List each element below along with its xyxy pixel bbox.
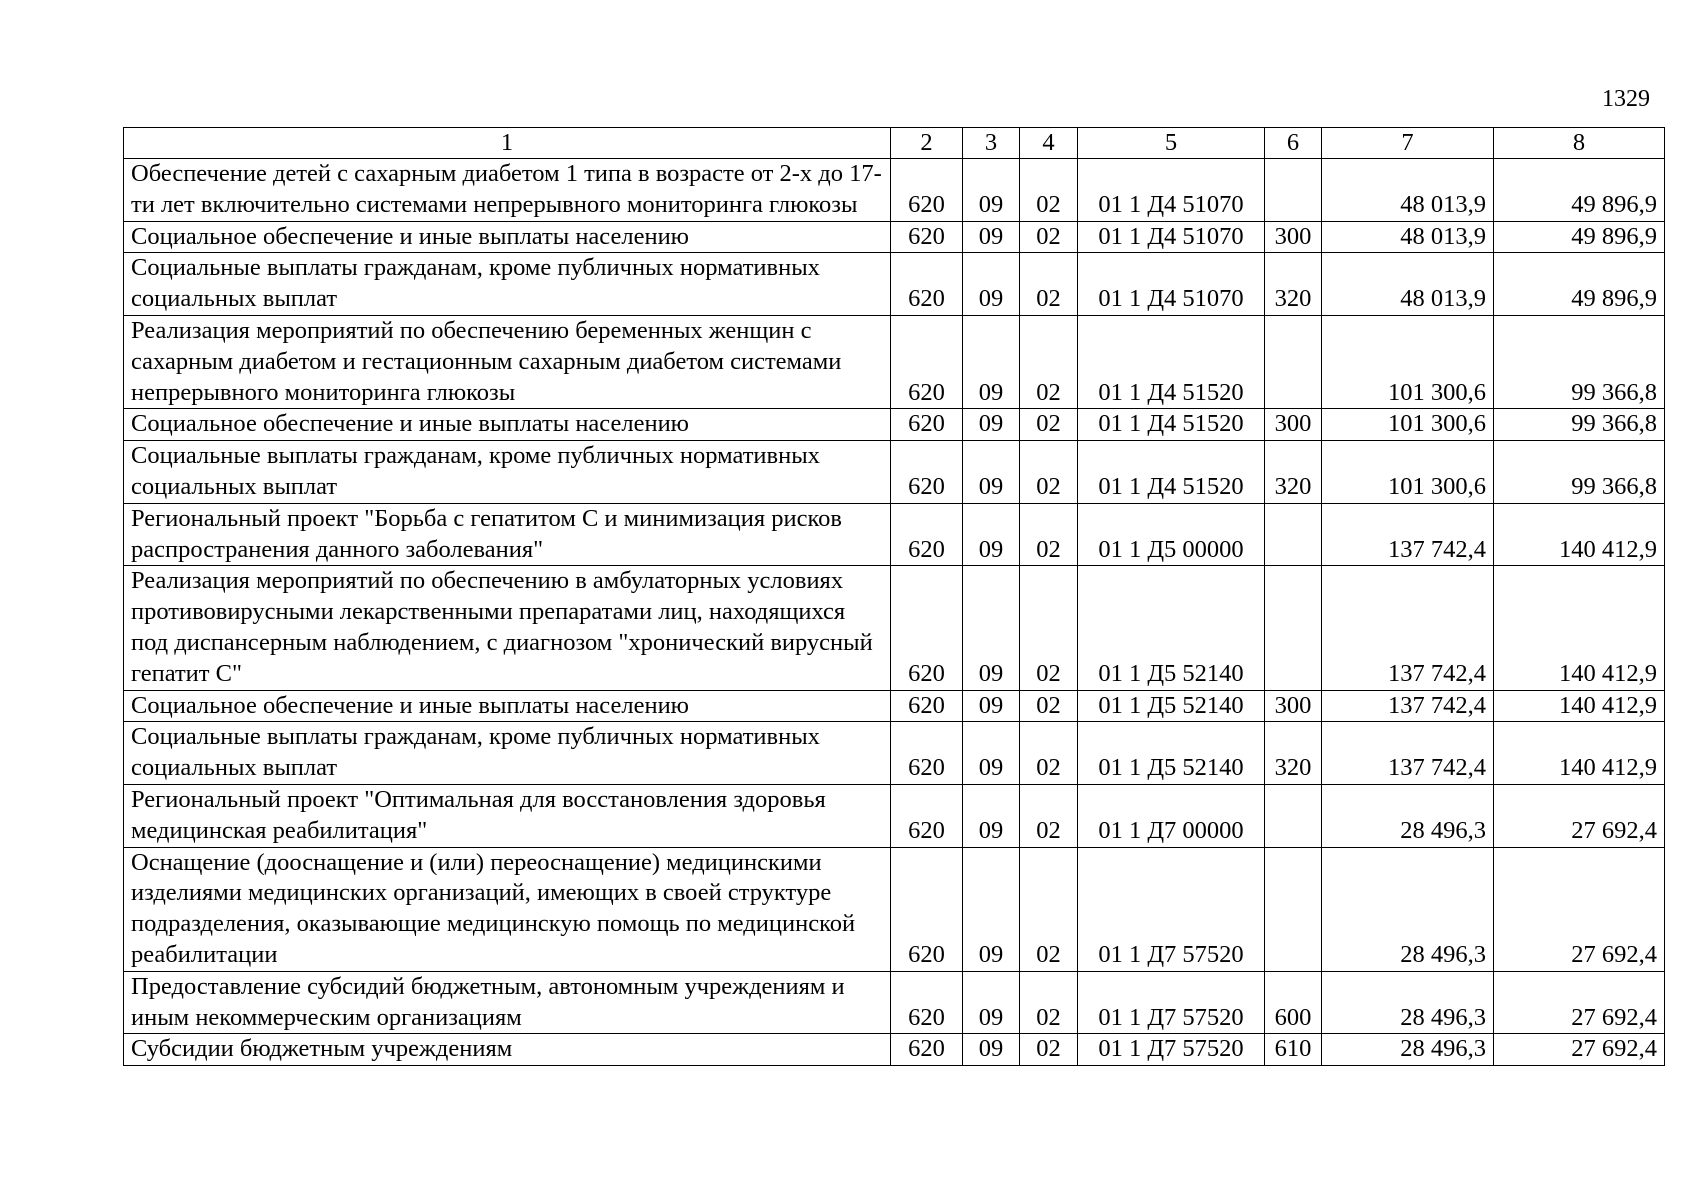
cell-col-7: 48 013,9: [1322, 253, 1494, 316]
cell-name: Региональный проект "Оптимальная для восстановления здоровья медицинская реабилитация": [124, 784, 891, 847]
cell-col-5: 01 1 Д4 51070: [1078, 221, 1265, 253]
column-header: 7: [1322, 128, 1494, 159]
cell-col-7: 137 742,4: [1322, 690, 1494, 722]
cell-col-4: 02: [1020, 971, 1078, 1034]
column-header: 3: [963, 128, 1020, 159]
cell-col-3: 09: [963, 253, 1020, 316]
cell-col-8: 99 366,8: [1494, 409, 1665, 441]
cell-col-4: 02: [1020, 159, 1078, 222]
column-header: 4: [1020, 128, 1078, 159]
cell-col-2: 620: [891, 253, 963, 316]
cell-col-7: 48 013,9: [1322, 221, 1494, 253]
cell-col-3: 09: [963, 503, 1020, 566]
cell-col-8: 140 412,9: [1494, 722, 1665, 785]
cell-col-3: 09: [963, 971, 1020, 1034]
cell-col-4: 02: [1020, 441, 1078, 504]
cell-col-7: 137 742,4: [1322, 503, 1494, 566]
cell-col-3: 09: [963, 690, 1020, 722]
cell-col-3: 09: [963, 315, 1020, 408]
cell-name: Реализация мероприятий по обеспечению беременных женщин с сахарным диабетом и гестационным сахарным диабетом системами непрерывного мониторинга глюкозы: [124, 315, 891, 408]
cell-col-5: 01 1 Д5 00000: [1078, 503, 1265, 566]
page-number: 1329: [1602, 86, 1650, 112]
cell-col-7: 101 300,6: [1322, 315, 1494, 408]
column-header: 2: [891, 128, 963, 159]
cell-col-6: [1265, 566, 1322, 690]
table-row: [124, 971, 1665, 1034]
table-row: [124, 159, 1665, 222]
cell-col-5: 01 1 Д7 57520: [1078, 1034, 1265, 1066]
cell-col-2: 620: [891, 315, 963, 408]
cell-col-6: [1265, 503, 1322, 566]
cell-col-4: 02: [1020, 315, 1078, 408]
cell-col-5: 01 1 Д4 51520: [1078, 441, 1265, 504]
cell-col-6: [1265, 784, 1322, 847]
cell-name: Социальные выплаты гражданам, кроме публичных нормативных социальных выплат: [124, 722, 891, 785]
cell-col-6: [1265, 315, 1322, 408]
cell-col-2: 620: [891, 690, 963, 722]
cell-name: Социальное обеспечение и иные выплаты населению: [124, 409, 891, 441]
cell-col-4: 02: [1020, 221, 1078, 253]
cell-name: Предоставление субсидий бюджетным, автономным учреждениям и иным некоммерческим организациям: [124, 971, 891, 1034]
table-row: [124, 503, 1665, 566]
table-row: [124, 253, 1665, 316]
cell-col-8: 49 896,9: [1494, 253, 1665, 316]
cell-col-4: 02: [1020, 253, 1078, 316]
cell-col-4: 02: [1020, 722, 1078, 785]
table-row: [124, 566, 1665, 690]
cell-col-7: 101 300,6: [1322, 409, 1494, 441]
cell-col-2: 620: [891, 566, 963, 690]
cell-col-7: 48 013,9: [1322, 159, 1494, 222]
cell-col-6: [1265, 159, 1322, 222]
cell-col-8: 27 692,4: [1494, 1034, 1665, 1066]
header-row: [124, 128, 1665, 159]
cell-col-8: 27 692,4: [1494, 971, 1665, 1034]
column-header: 8: [1494, 128, 1665, 159]
cell-col-5: 01 1 Д4 51520: [1078, 409, 1265, 441]
cell-col-2: 620: [891, 159, 963, 222]
cell-col-8: 99 366,8: [1494, 315, 1665, 408]
cell-col-4: 02: [1020, 784, 1078, 847]
cell-name: Субсидии бюджетным учреждениям: [124, 1034, 891, 1066]
table-row: [124, 221, 1665, 253]
cell-col-2: 620: [891, 722, 963, 785]
cell-col-6: 320: [1265, 253, 1322, 316]
cell-col-4: 02: [1020, 503, 1078, 566]
cell-col-5: 01 1 Д4 51520: [1078, 315, 1265, 408]
column-header: 5: [1078, 128, 1265, 159]
cell-col-3: 09: [963, 409, 1020, 441]
cell-col-5: 01 1 Д7 00000: [1078, 784, 1265, 847]
cell-col-7: 28 496,3: [1322, 1034, 1494, 1066]
cell-col-5: 01 1 Д5 52140: [1078, 722, 1265, 785]
cell-col-7: 137 742,4: [1322, 722, 1494, 785]
cell-col-2: 620: [891, 784, 963, 847]
cell-name: Социальное обеспечение и иные выплаты населению: [124, 221, 891, 253]
cell-col-7: 28 496,3: [1322, 847, 1494, 971]
cell-col-6: 300: [1265, 409, 1322, 441]
cell-col-7: 28 496,3: [1322, 784, 1494, 847]
cell-name: Реализация мероприятий по обеспечению в амбулаторных условиях противовирусными лекарственными препаратами лиц, находящихся под диспансерным наблюдением, с диагнозом "хронический вирусный гепатит С": [124, 566, 891, 690]
table-row: [124, 847, 1665, 971]
cell-col-3: 09: [963, 1034, 1020, 1066]
cell-col-6: 610: [1265, 1034, 1322, 1066]
cell-name: Региональный проект "Борьба с гепатитом С и минимизация рисков распространения данного заболевания": [124, 503, 891, 566]
cell-col-6: 320: [1265, 722, 1322, 785]
cell-col-3: 09: [963, 159, 1020, 222]
cell-col-6: 300: [1265, 221, 1322, 253]
cell-col-8: 27 692,4: [1494, 784, 1665, 847]
cell-col-3: 09: [963, 566, 1020, 690]
cell-col-7: 28 496,3: [1322, 971, 1494, 1034]
cell-col-5: 01 1 Д4 51070: [1078, 253, 1265, 316]
cell-col-8: 99 366,8: [1494, 441, 1665, 504]
cell-col-2: 620: [891, 1034, 963, 1066]
budget-table: [123, 127, 1665, 1066]
cell-col-3: 09: [963, 784, 1020, 847]
cell-col-4: 02: [1020, 847, 1078, 971]
cell-col-5: 01 1 Д5 52140: [1078, 690, 1265, 722]
cell-col-3: 09: [963, 221, 1020, 253]
table-row: [124, 722, 1665, 785]
cell-col-6: 320: [1265, 441, 1322, 504]
cell-col-7: 137 742,4: [1322, 566, 1494, 690]
cell-col-6: [1265, 847, 1322, 971]
table-row: [124, 441, 1665, 504]
cell-name: Обеспечение детей с сахарным диабетом 1 типа в возрасте от 2-х до 17-ти лет включительно системами непрерывного мониторинга глюкозы: [124, 159, 891, 222]
cell-name: Оснащение (дооснащение и (или) переоснащение) медицинскими изделиями медицинских организаций, имеющих в своей структуре подразделения, оказывающие медицинскую помощь по медицинской реабилитации: [124, 847, 891, 971]
cell-col-4: 02: [1020, 1034, 1078, 1066]
table-row: [124, 690, 1665, 722]
cell-col-2: 620: [891, 503, 963, 566]
table-row: [124, 315, 1665, 408]
column-header: 1: [124, 128, 891, 159]
cell-col-5: 01 1 Д7 57520: [1078, 847, 1265, 971]
cell-col-5: 01 1 Д5 52140: [1078, 566, 1265, 690]
cell-col-3: 09: [963, 722, 1020, 785]
cell-col-6: 600: [1265, 971, 1322, 1034]
cell-col-8: 27 692,4: [1494, 847, 1665, 971]
cell-col-4: 02: [1020, 566, 1078, 690]
cell-col-8: 140 412,9: [1494, 690, 1665, 722]
table-row: [124, 784, 1665, 847]
cell-col-2: 620: [891, 847, 963, 971]
cell-col-8: 140 412,9: [1494, 566, 1665, 690]
cell-col-3: 09: [963, 847, 1020, 971]
cell-col-2: 620: [891, 441, 963, 504]
cell-name: Социальные выплаты гражданам, кроме публичных нормативных социальных выплат: [124, 441, 891, 504]
cell-name: Социальные выплаты гражданам, кроме публичных нормативных социальных выплат: [124, 253, 891, 316]
cell-col-3: 09: [963, 441, 1020, 504]
cell-col-4: 02: [1020, 690, 1078, 722]
cell-col-8: 49 896,9: [1494, 159, 1665, 222]
table-row: [124, 1034, 1665, 1066]
table-row: [124, 409, 1665, 441]
cell-col-2: 620: [891, 971, 963, 1034]
cell-col-8: 140 412,9: [1494, 503, 1665, 566]
cell-col-5: 01 1 Д7 57520: [1078, 971, 1265, 1034]
cell-col-7: 101 300,6: [1322, 441, 1494, 504]
cell-col-8: 49 896,9: [1494, 221, 1665, 253]
cell-col-4: 02: [1020, 409, 1078, 441]
cell-col-2: 620: [891, 409, 963, 441]
column-header: 6: [1265, 128, 1322, 159]
cell-col-6: 300: [1265, 690, 1322, 722]
cell-col-5: 01 1 Д4 51070: [1078, 159, 1265, 222]
cell-name: Социальное обеспечение и иные выплаты населению: [124, 690, 891, 722]
cell-col-2: 620: [891, 221, 963, 253]
